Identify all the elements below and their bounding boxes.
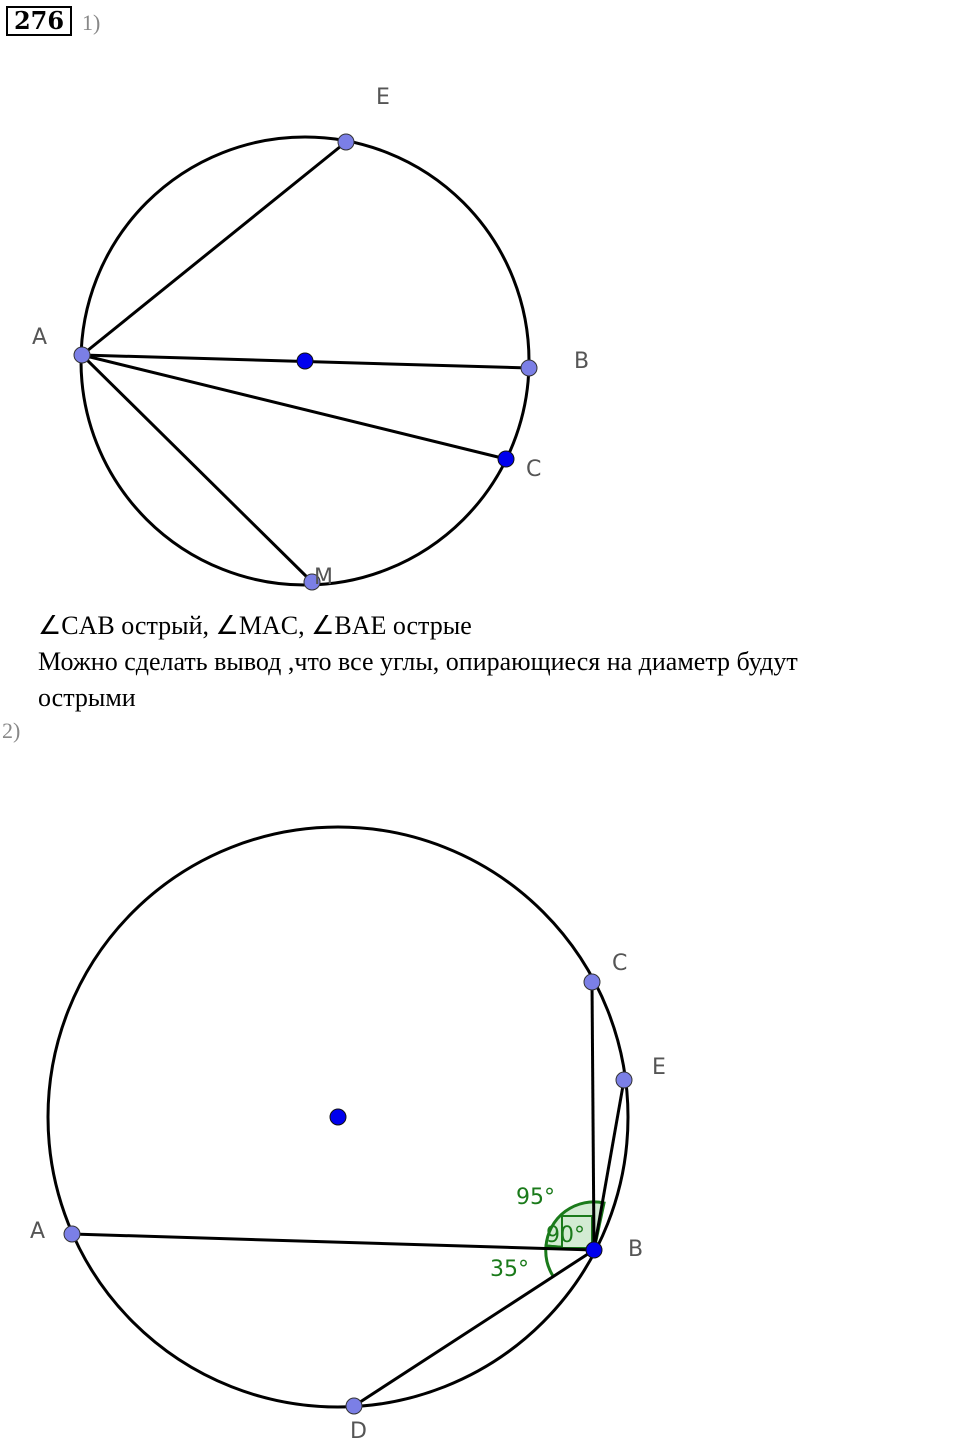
point-A	[74, 347, 90, 363]
angle-label-95: 95°	[516, 1185, 555, 1210]
label-A: A	[32, 325, 48, 350]
point-E	[338, 134, 354, 150]
chord-AM	[82, 355, 312, 582]
label-B: B	[574, 349, 590, 374]
point-C	[498, 451, 514, 467]
problem-number: 276	[6, 6, 72, 36]
label-C-2: C	[612, 951, 628, 976]
text-line-3: острыми	[38, 683, 136, 712]
conclusion-text	[38, 608, 958, 716]
label-B-2: B	[628, 1237, 644, 1262]
point-A-2	[64, 1226, 80, 1242]
center-point-1	[297, 353, 313, 369]
text-line-1: ∠CAB острый, ∠MAC, ∠BAE острые	[38, 611, 472, 640]
angle-label-90: 90°	[546, 1223, 585, 1248]
part2-label: 2)	[2, 718, 21, 743]
figure-2	[0, 800, 960, 1441]
label-E: E	[376, 85, 390, 110]
label-E-2: E	[652, 1055, 666, 1080]
label-C: C	[526, 457, 542, 482]
part1-label: 1)	[82, 10, 101, 35]
figure-1	[0, 0, 960, 600]
chord-AC	[82, 355, 506, 459]
point-B-2	[586, 1242, 602, 1258]
segment-EB	[594, 1080, 624, 1250]
segment-AB	[72, 1234, 594, 1250]
text-line-2: Можно сделать вывод ,что все углы, опирающиеся на диаметр будут	[38, 647, 798, 676]
label-M: M	[314, 565, 333, 590]
center-point-2	[330, 1109, 346, 1125]
point-B	[521, 360, 537, 376]
angle-label-35: 35°	[490, 1257, 529, 1282]
point-D-2	[346, 1398, 362, 1414]
chord-AE	[82, 142, 346, 355]
label-A-2: A	[30, 1219, 46, 1244]
label-D-2: D	[350, 1419, 367, 1441]
point-E-2	[616, 1072, 632, 1088]
segment-CB	[592, 982, 594, 1250]
point-C-2	[584, 974, 600, 990]
segment-DB	[354, 1250, 594, 1406]
